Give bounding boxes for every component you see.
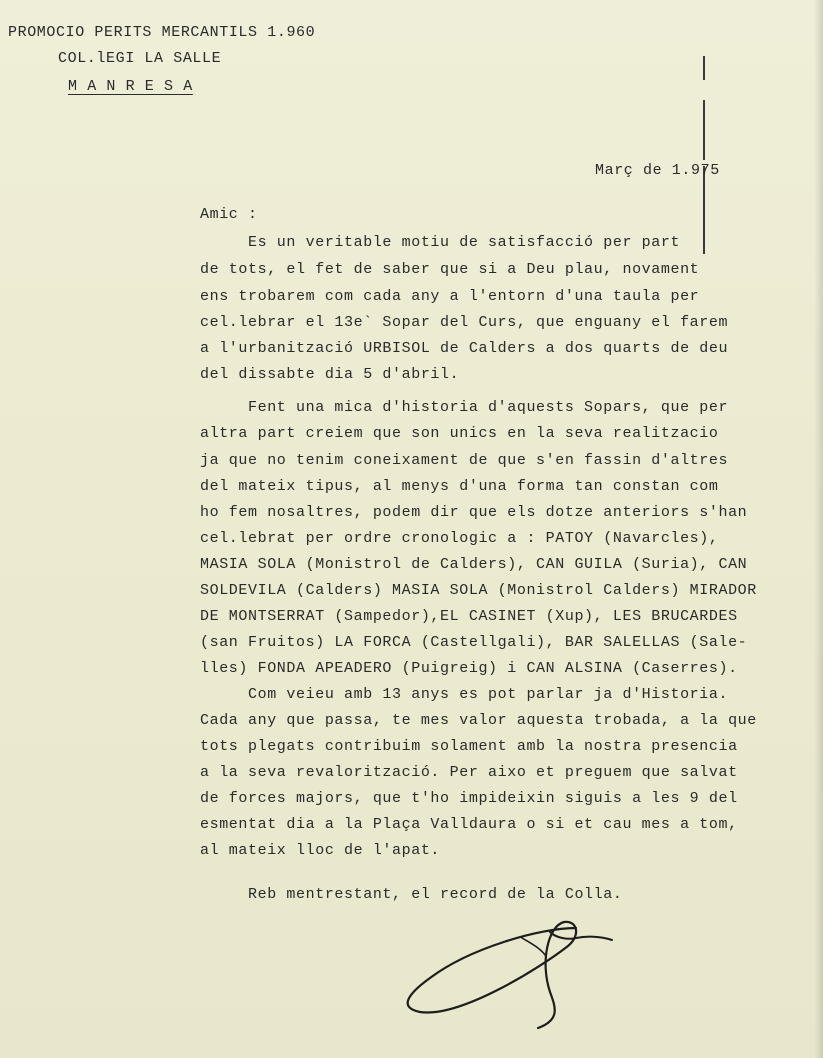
handwritten-signature: [400, 908, 620, 1038]
body-line: Es un veritable motiu de satisfacció per part: [200, 234, 681, 251]
body-line: MASIA SOLA (Monistrol de Calders), CAN GUILA (Suria), CAN: [200, 556, 748, 573]
body-line: Cada any que passa, te mes valor aquesta trobada, a la que: [200, 712, 757, 729]
body-line: Reb mentrestant, el record de la Colla.: [200, 886, 623, 903]
body-line: ja que no tenim coneixament de que s'en fassin d'altres: [200, 452, 729, 469]
letter-salutation: Amic :: [200, 206, 258, 223]
body-line: tots plegats contribuim solament amb la nostra presencia: [200, 738, 738, 755]
fold-mark-mid: [703, 100, 705, 160]
fold-mark-top: [703, 56, 705, 80]
body-line: cel.lebrat per ordre cronologic a : PATOY (Navarcles),: [200, 530, 719, 547]
body-line: ho fem nosaltres, podem dir que els dotze anteriors s'han: [200, 504, 748, 521]
body-line: del mateix tipus, al menys d'una forma tan constan com: [200, 478, 719, 495]
body-line: Fent una mica d'historia d'aquests Sopars, que per: [200, 399, 729, 416]
body-line: cel.lebrar el 13e` Sopar del Curs, que enguany el farem: [200, 314, 729, 331]
body-line: lles) FONDA APEADERO (Puigreig) i CAN ALSINA (Caserres).: [200, 660, 738, 677]
body-line: a l'urbanització URBISOL de Calders a dos quarts de deu: [200, 340, 729, 357]
header-line-3: M A N R E S A: [68, 78, 193, 95]
paper-edge-shadow: [814, 0, 823, 1058]
body-line: DE MONTSERRAT (Sampedor),EL CASINET (Xup), LES BRUCARDES: [200, 608, 738, 625]
header-line-2: COL.lEGI LA SALLE: [58, 50, 222, 67]
body-line: (san Fruitos) LA FORCA (Castellgali), BAR SALELLAS (Sale-: [200, 634, 748, 651]
body-line: Com veieu amb 13 anys es pot parlar ja d'Historia.: [200, 686, 729, 703]
body-line: de tots, el fet de saber que si a Deu plau, novament: [200, 261, 700, 278]
body-line: esmentat dia a la Plaça Valldaura o si et cau mes a tom,: [200, 816, 738, 833]
letter-date: Març de 1.975: [595, 162, 720, 179]
body-line: ens trobarem com cada any a l'entorn d'una taula per: [200, 288, 700, 305]
header-line-1: PROMOCIO PERITS MERCANTILS 1.960: [8, 24, 316, 41]
body-line: del dissabte dia 5 d'abril.: [200, 366, 460, 383]
body-line: de forces majors, que t'ho impideixin siguis a les 9 del: [200, 790, 738, 807]
body-line: SOLDEVILA (Calders) MASIA SOLA (Monistrol Calders) MIRADOR: [200, 582, 757, 599]
body-line: al mateix lloc de l'apat.: [200, 842, 441, 859]
body-line: a la seva revalorització. Per aixo et preguem que salvat: [200, 764, 738, 781]
body-line: altra part creiem que son unics en la seva realitzacio: [200, 425, 719, 442]
